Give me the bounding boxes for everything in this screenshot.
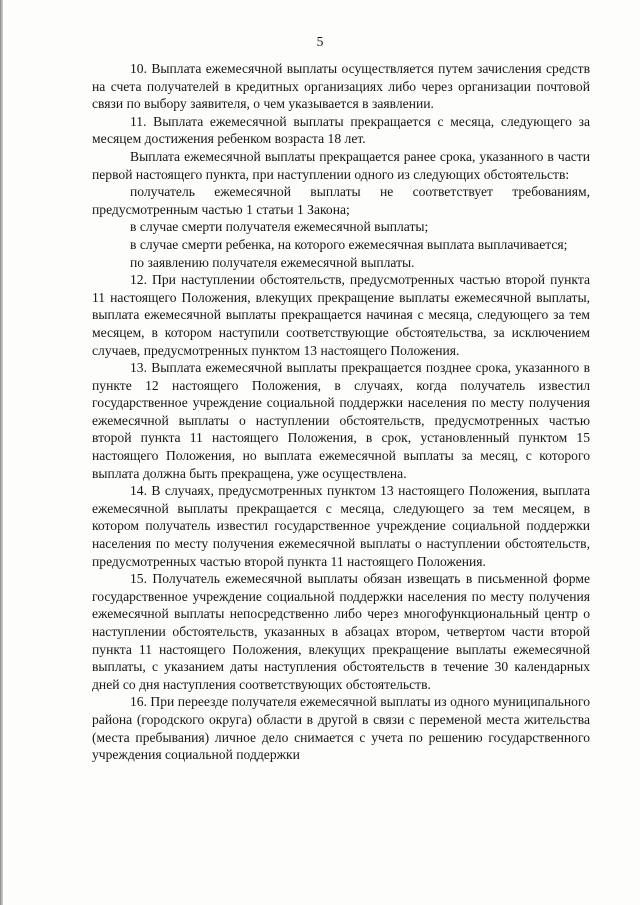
paragraph-14: 14. В случаях, предусмотренных пунктом 13 настоящего Положения, выплата ежемесячной выплаты прекращается с месяца, следующего за тем месяцем, в котором получатель известил государственное учреждение социальной поддержки населения по месту получения ежемесячной выплаты о наступлении обстоятельств, предусмотренных частью второй пункта 11 настоящего Положения. xyxy=(92,483,590,569)
condition-item-2: в случае смерти получателя ежемесячной выплаты; xyxy=(130,219,429,235)
paragraph-13: 13. Выплата ежемесячной выплаты прекращается позднее срока, указанного в пункте 12 настоящего Положения, в случаях, когда получатель известил государственное учреждение социальной поддержки населения по месту получения ежемесячной выплаты о наступлении обстоятельств, предусмотренных частью второй пункта 11 настоящего Положения, в срок, установленный пунктом 15 настоящего Положения, но выплата ежемесячной выплаты за месяц, с которого выплата должна быть прекращена, уже осуществлена. xyxy=(92,360,590,481)
paragraph-11-part-2: Выплата ежемесячной выплаты прекращается ранее срока, указанного в части первой настоящего пункта, при наступлении одного из следующих обстоятельств: xyxy=(92,148,590,182)
page-number: 5 xyxy=(316,34,324,49)
document-body xyxy=(92,60,590,764)
paragraph-11: 11. Выплата ежемесячной выплаты прекращается с месяца, следующего за месяцем достижения ребенком возраста 18 лет. xyxy=(92,113,590,147)
condition-item-4: по заявлению получателя ежемесячной выплаты. xyxy=(130,254,415,270)
condition-item-3: в случае смерти ребенка, на которого ежемесячная выплата выплачивается; xyxy=(130,236,568,252)
condition-item-1: получатель ежемесячной выплаты не соответствует требованиям, предусмотренным частью 1 статьи 1 Закона; xyxy=(92,184,590,217)
paragraph-16: 16. При переезде получателя ежемесячной выплаты из одного муниципального района (городского округа) области в другой в связи с переменой места жительства (места пребывания) личное дело снимается с учета по решению государственного учреждения социальной поддержки xyxy=(92,694,590,763)
paragraph-10: 10. Выплата ежемесячной выплаты осуществляется путем зачисления средств на счета получателей в кредитных организациях либо через организации почтовой связи по выбору заявителя, о чем указывается в заявлении. xyxy=(92,61,590,112)
paragraph-15: 15. Получатель ежемесячной выплаты обязан извещать в письменной форме государственное учреждение социальной поддержки населения по месту получения ежемесячной выплаты непосредственно либо через многофункциональный центр о наступлении обстоятельств, указанных в абзацах втором, четвертом части второй пункта 11 настоящего Положения, влекущих прекращение выплаты ежемесячной выплаты, с указанием даты наступления обстоятельств в течение 30 календарных дней со дня наступления соответствующих обстоятельств. xyxy=(92,571,590,692)
scan-edge xyxy=(0,0,3,905)
paragraph-12: 12. При наступлении обстоятельств, предусмотренных частью второй пункта 11 настоящего Положения, влекущих прекращение выплаты ежемесячной выплаты, выплата ежемесячной выплаты прекращается начиная с месяца, следующего за тем месяцем, в котором наступили соответствующие обстоятельства, за исключением случаев, предусмотренных пунктом 13 настоящего Положения. xyxy=(92,272,590,358)
